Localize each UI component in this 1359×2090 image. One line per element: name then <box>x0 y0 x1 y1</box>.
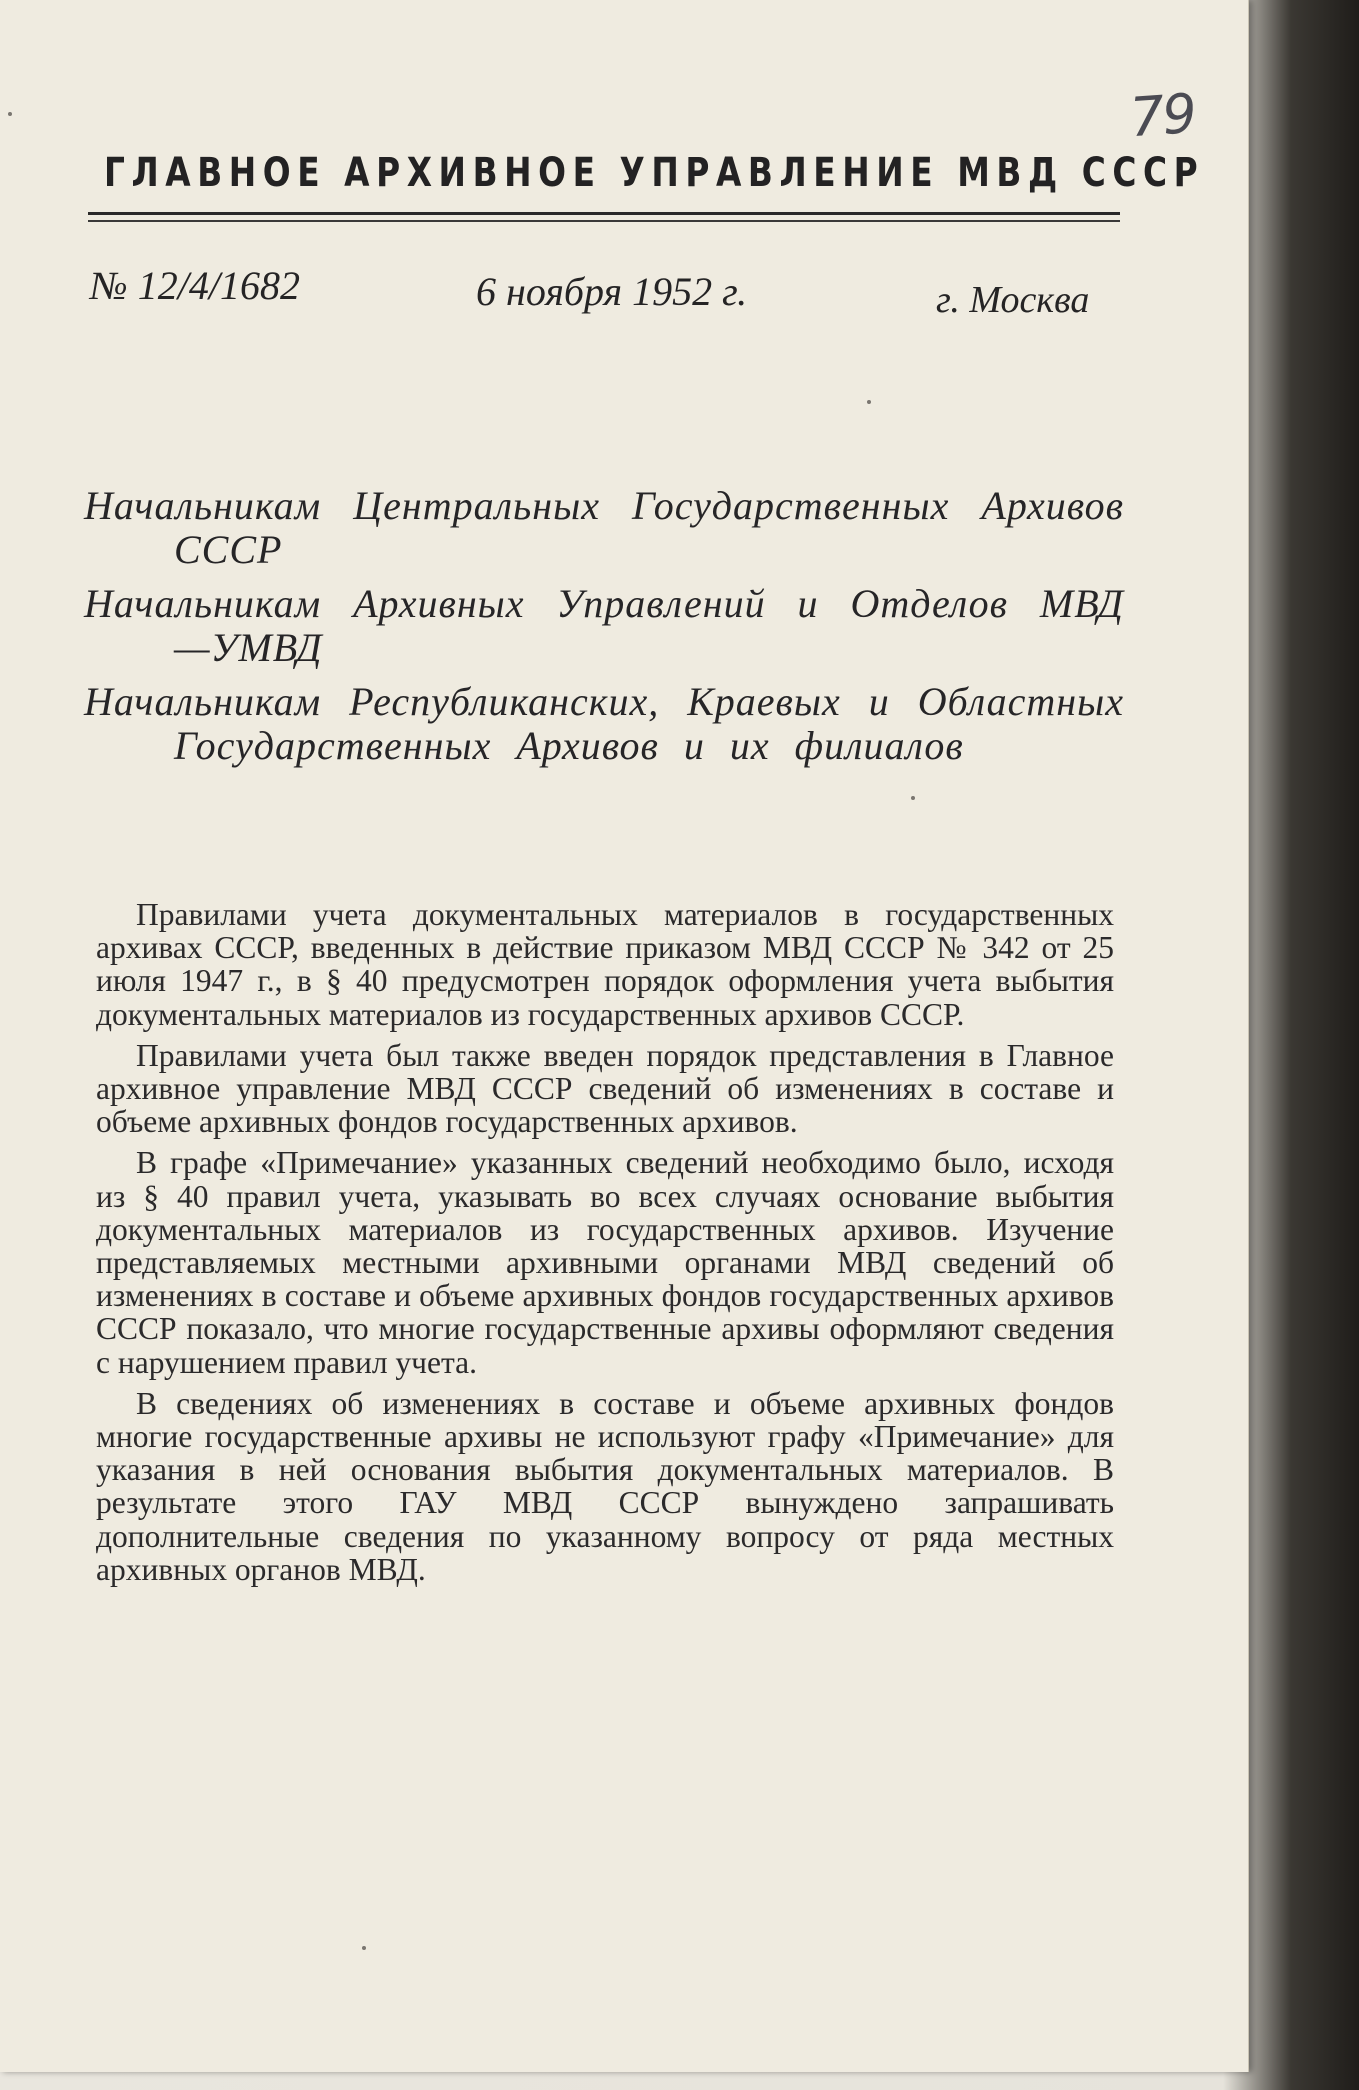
paper-speck <box>8 112 12 116</box>
letter-body <box>96 898 1114 1594</box>
addressee-line: Начальникам Республиканских, Краевых и Областных Государственных Архивов и их филиалов <box>84 679 1124 768</box>
header-rule <box>88 212 1120 215</box>
body-paragraph: Правилами учета документальных материалов в государственных архивах СССР, введенных в действие приказом МВД СССР № 342 от 25 июля 1947 г., в § 40 предусмотрен порядок оформления учета выбытия документальных материалов из государственных архивов СССР. <box>96 897 1114 1032</box>
document-city: г. Москва <box>936 279 1090 321</box>
paper-speck <box>911 796 915 800</box>
paper-speck <box>362 1946 366 1950</box>
paper-speck <box>867 400 871 404</box>
body-paragraph: В графе «Примечание» указанных сведений необходимо было, исходя из § 40 правил учета, указывать во всех случаях основание выбытия документальных материалов из государственных архивов. Изучение представляемых местными архивными органами МВД сведений об изменениях в составе и объеме архивных фондов государственных архивов СССР показало, что многие государственные архивы оформляют сведения с нарушением правил учета. <box>96 1145 1114 1380</box>
addressee-line: Начальникам Центральных Государственных Архивов СССР <box>84 483 1124 572</box>
folio-number: 79 <box>1127 81 1197 150</box>
addressee-block <box>84 484 1124 778</box>
addressee-line: Начальникам Архивных Управлений и Отделов МВД—УМВД <box>84 581 1124 670</box>
agency-header: ГЛАВНОЕ АРХИВНОЕ УПРАВЛЕНИЕ МВД СССР <box>104 150 1205 196</box>
body-paragraph: Правилами учета был также введен порядок представления в Главное архивное управление МВД СССР сведений об изменениях в составе и объеме архивных фондов государственных архивов. <box>96 1037 1114 1140</box>
document-date: 6 ноября 1952 г. <box>476 269 748 314</box>
header-rule-secondary <box>88 220 1120 222</box>
document-number: № 12/4/1682 <box>90 263 300 308</box>
body-paragraph: В сведениях об изменениях в составе и объеме архивных фондов многие государственные архивы не используют графу «Примечание» для указания в ней основания выбытия документальных материалов. В результате этого ГАУ МВД СССР вынуждено запрашивать дополнительные сведения по указанному вопросу от ряда местных архивных органов МВД. <box>96 1385 1114 1587</box>
